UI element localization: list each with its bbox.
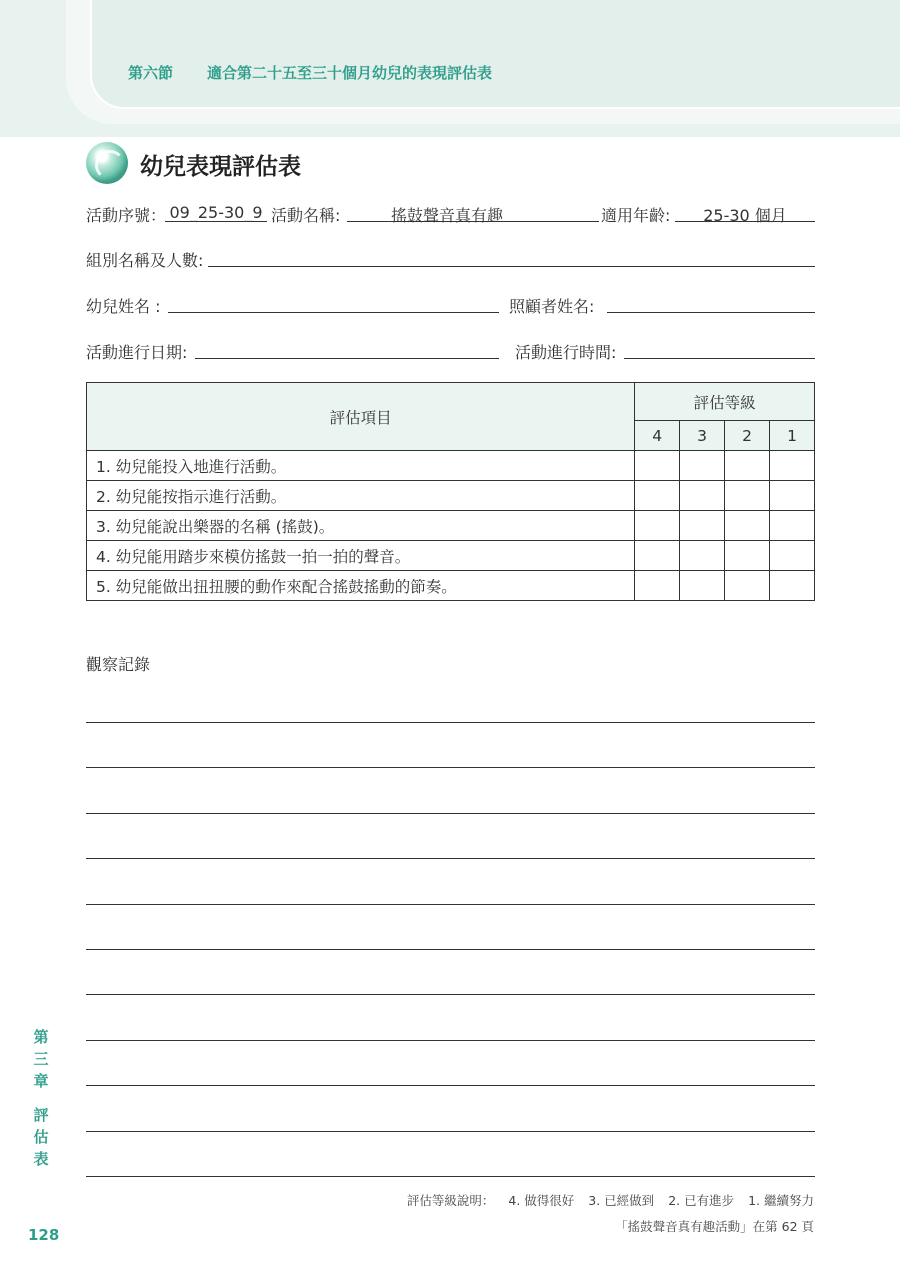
header-inner-panel (90, 0, 900, 109)
activity-no-label: 活動序號： (86, 206, 167, 225)
rating-legend-label: 評估等級說明： (406, 1193, 495, 1208)
evaluation-item: 3. 幼兒能說出樂器的名稱 (搖鼓)。 (87, 511, 635, 541)
activity-name-label: 活動名稱: (271, 206, 341, 225)
level-3-header: 3 (680, 421, 725, 451)
table-row (87, 511, 815, 541)
observation-line[interactable] (86, 813, 815, 814)
rating-cell-2[interactable] (725, 481, 770, 511)
rating-cell-3[interactable] (680, 451, 725, 481)
rating-cell-4[interactable] (635, 541, 680, 571)
observation-label: 觀察記錄 (86, 655, 151, 674)
rating-cell-1[interactable] (770, 451, 815, 481)
rating-legend-item: 4. 做得很好 (508, 1193, 575, 1208)
rating-legend-item: 1. 繼續努力 (748, 1193, 814, 1208)
rating-cell-1[interactable] (770, 541, 815, 571)
activity-name-value[interactable]: 搖鼓聲音真有趣 (390, 206, 503, 225)
rating-cell-2[interactable] (725, 571, 770, 601)
date-label: 活動進行日期: (86, 343, 188, 362)
rating-legend-item: 2. 已有進步 (668, 1193, 735, 1208)
chapter-char: 章 (33, 1072, 49, 1090)
group-field[interactable] (208, 266, 815, 267)
evaluation-table (86, 382, 815, 601)
rating-cell-4[interactable] (635, 511, 680, 541)
rating-cell-1[interactable] (770, 571, 815, 601)
rating-cell-2[interactable] (725, 451, 770, 481)
evaluation-item: 5. 幼兒能做出扭扭腰的動作來配合搖鼓搖動的節奏。 (87, 571, 635, 601)
activity-reference: 「搖鼓聲音真有趣活動」在第 62 頁 (615, 1219, 814, 1234)
group-label: 組別名稱及人數: (86, 251, 204, 270)
evaluation-item-header: 評估項目 (87, 383, 635, 451)
rating-cell-3[interactable] (680, 571, 725, 601)
chapter-side-label (28, 1026, 54, 1170)
date-field[interactable] (195, 358, 499, 359)
rating-cell-1[interactable] (770, 481, 815, 511)
level-4-header: 4 (635, 421, 680, 451)
child-name-label: 幼兒姓名 : (86, 297, 161, 316)
section-number: 第六節 (128, 64, 174, 82)
rating-cell-2[interactable] (725, 511, 770, 541)
rating-cell-3[interactable] (680, 481, 725, 511)
observation-line[interactable] (86, 904, 815, 905)
evaluation-level-header: 評估等級 (635, 383, 815, 421)
level-1-header: 1 (770, 421, 815, 451)
rating-cell-4[interactable] (635, 481, 680, 511)
observation-line[interactable] (86, 1040, 815, 1041)
rating-cell-2[interactable] (725, 541, 770, 571)
chapter-char: 三 (33, 1050, 49, 1068)
observation-line[interactable] (86, 1176, 815, 1177)
observation-line[interactable] (86, 949, 815, 950)
rating-legend-item: 3. 已經做到 (588, 1193, 655, 1208)
rating-cell-4[interactable] (635, 571, 680, 601)
observation-line[interactable] (86, 1085, 815, 1086)
rating-legend (407, 1191, 814, 1209)
form-title: 幼兒表現評估表 (140, 154, 301, 180)
observation-line[interactable] (86, 994, 815, 995)
evaluation-item: 1. 幼兒能投入地進行活動。 (87, 451, 635, 481)
time-label: 活動進行時間: (515, 343, 617, 362)
table-row (87, 541, 815, 571)
table-row (87, 571, 815, 601)
topic-char: 估 (33, 1128, 49, 1146)
caregiver-label: 照顧者姓名: (509, 297, 595, 316)
page-number: 128 (28, 1226, 60, 1244)
section-title: 適合第二十五至三十個月幼兒的表現評估表 (207, 64, 493, 82)
observation-line[interactable] (86, 1131, 815, 1132)
age-value[interactable]: 25-30 個月 (703, 206, 787, 225)
rating-cell-3[interactable] (680, 511, 725, 541)
section-heading (128, 62, 492, 83)
table-row (87, 481, 815, 511)
table-row (87, 451, 815, 481)
time-field[interactable] (624, 358, 815, 359)
evaluation-item: 4. 幼兒能用踏步來模仿搖鼓一拍一拍的聲音。 (87, 541, 635, 571)
topic-char: 表 (33, 1150, 49, 1168)
topic-char: 評 (33, 1106, 49, 1124)
caregiver-field[interactable] (607, 312, 815, 313)
level-2-header: 2 (725, 421, 770, 451)
age-label: 適用年齡: (601, 206, 671, 225)
rating-cell-1[interactable] (770, 511, 815, 541)
chapter-char: 第 (33, 1028, 49, 1046)
rating-cell-3[interactable] (680, 541, 725, 571)
rating-cell-4[interactable] (635, 451, 680, 481)
observation-line[interactable] (86, 858, 815, 859)
observation-line[interactable] (86, 767, 815, 768)
observation-line[interactable] (86, 722, 815, 723)
child-name-field[interactable] (168, 312, 499, 313)
bubble-icon (86, 142, 128, 184)
evaluation-item: 2. 幼兒能按指示進行活動。 (87, 481, 635, 511)
activity-no-value[interactable]: 09_25-30_9 (169, 203, 263, 222)
